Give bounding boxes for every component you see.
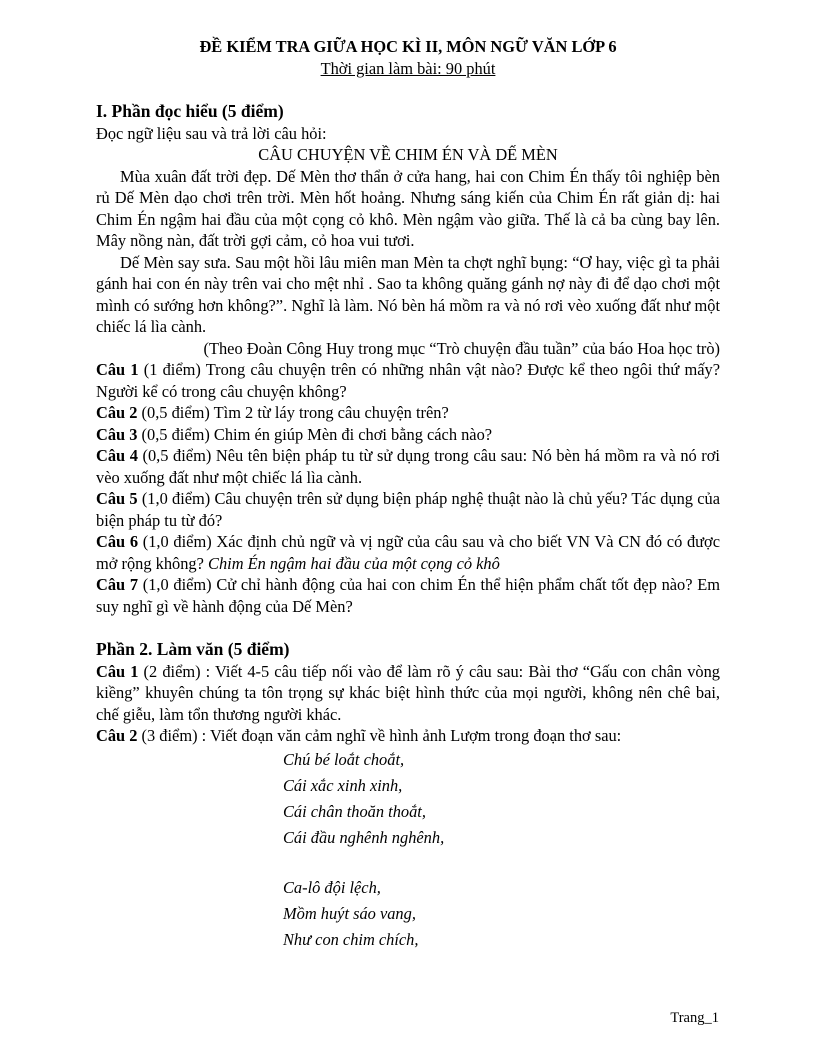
writing-question-2 bbox=[96, 725, 720, 747]
document-page bbox=[96, 36, 720, 953]
part1-heading: I. Phần đọc hiểu (5 điểm) bbox=[96, 101, 284, 121]
question-label: Câu 1 bbox=[96, 360, 139, 379]
question-text: (1,0 điểm) Xác định chủ ngữ và vị ngữ của câu sau và cho biết VN Và CN đó có được mở rộng không? bbox=[96, 532, 720, 573]
question-2 bbox=[96, 402, 720, 424]
story-source: (Theo Đoàn Công Huy trong mục “Trò chuyện đầu tuần” của báo Hoa học trò) bbox=[203, 338, 720, 358]
question-text: (2 điểm) : Viết 4-5 câu tiếp nối vào để làm rõ ý câu sau: Bài thơ “Gấu con chân vòng kiềng” khuyên chúng ta tôn trọng sự khác biệt hình thức của mọi người, không nên chê bai, chế giễu, làm tổn thương người khác. bbox=[96, 661, 720, 724]
question-4 bbox=[96, 445, 720, 488]
question-text: (0,5 điểm) Nêu tên biện pháp tu từ sử dụng trong câu sau: Nó bèn há mồm ra và nó rơi vèo xuống đất như một chiếc lá lìa cành. bbox=[96, 446, 720, 487]
question-text: (1,0 điểm) Câu chuyện trên sử dụng biện pháp nghệ thuật nào là chủ yếu? Tác dụng của biện pháp tu từ đó? bbox=[96, 489, 720, 530]
exam-title: ĐỀ KIỂM TRA GIỮA HỌC KÌ II, MÔN NGỮ VĂN LỚP 6 bbox=[199, 37, 617, 56]
question-label: Câu 4 bbox=[96, 446, 138, 465]
question-5 bbox=[96, 488, 720, 531]
question-text: (0,5 điểm) Tìm 2 từ láy trong câu chuyện trên? bbox=[137, 403, 449, 422]
question-label: Câu 6 bbox=[96, 532, 139, 551]
question-label: Câu 2 bbox=[96, 403, 138, 422]
poem-line: Mồm huýt sáo vang, bbox=[283, 903, 416, 923]
poem-line: Ca-lô đội lệch, bbox=[283, 877, 381, 897]
exam-time: Thời gian làm bài: 90 phút bbox=[320, 58, 496, 78]
part2-heading: Phần 2. Làm văn (5 điểm) bbox=[96, 639, 290, 659]
question-label: Câu 3 bbox=[96, 424, 138, 444]
page-number: Trang_1 bbox=[670, 1010, 719, 1026]
question-1 bbox=[96, 359, 720, 402]
poem-line: Cái xắc xinh xinh, bbox=[283, 775, 403, 795]
poem-line: Như con chim chích, bbox=[283, 929, 419, 949]
question-6 bbox=[96, 531, 720, 574]
writing-question-1 bbox=[96, 661, 720, 726]
question-label: Câu 2 bbox=[96, 726, 138, 745]
poem-line: Chú bé loắt choắt, bbox=[283, 749, 405, 769]
poem-line: Cái đầu nghênh nghênh, bbox=[283, 827, 445, 847]
part1-instruction: Đọc ngữ liệu sau và trả lời câu hỏi: bbox=[96, 123, 327, 143]
story-paragraph-1: Mùa xuân đất trời đẹp. Dế Mèn thơ thẩn ở cửa hang, hai con Chim Én thấy tôi nghiệp bèn rủ Dế Mèn dạo chơi trên trời. Mèn hốt hoảng. Nhưng sáng kiến của Chim Én rất giản dị: hai Chim Én ngậm hai đầu của một cọng cỏ khô. Mèn ngậm vào giữa. Thế là cả ba cùng bay lên. Mây nồng nàn, đất trời gợi cảm, cỏ hoa vui tươi. bbox=[96, 166, 720, 250]
question-7 bbox=[96, 574, 720, 617]
question-label: Câu 1 bbox=[96, 661, 139, 681]
question-text: (3 điểm) : Viết đoạn văn cảm nghĩ về hình ảnh Lượm trong đoạn thơ sau: bbox=[137, 726, 622, 745]
poem-line: Cái chân thoăn thoắt, bbox=[283, 801, 426, 821]
question-text: (1,0 điểm) Cử chỉ hành động của hai con chim Én thể hiện phẩm chất tốt đẹp nào? Em suy nghĩ gì về hành động của Dế Mèn? bbox=[96, 575, 720, 616]
story-title: CÂU CHUYỆN VỀ CHIM ÉN VÀ DẾ MÈN bbox=[258, 145, 558, 164]
story-paragraph-2: Dế Mèn say sưa. Sau một hồi lâu miên man Mèn ta chợt nghĩ bụng: “Ơ hay, việc gì ta phải gánh hai con én này trên vai cho mệt nhỉ . Sao ta không quăng gánh nợ này đi để dạo chơi một mình có sướng hơn không?”. Nghĩ là làm. Nó bèn há mồm ra và nó rơi vèo xuống đất như một chiếc lá lìa cành. bbox=[96, 252, 720, 336]
question-example-sentence: Chim Én ngậm hai đầu của một cọng cỏ khô bbox=[208, 553, 500, 573]
question-text: (1 điểm) Trong câu chuyện trên có những nhân vật nào? Được kể theo ngôi thứ mấy? Người kể có trong câu chuyện không? bbox=[96, 360, 720, 401]
question-3 bbox=[96, 424, 720, 446]
question-label: Câu 5 bbox=[96, 489, 138, 508]
poem bbox=[283, 747, 720, 953]
question-label: Câu 7 bbox=[96, 575, 139, 594]
question-text: (0,5 điểm) Chim én giúp Mèn đi chơi bằng cách nào? bbox=[137, 424, 493, 444]
